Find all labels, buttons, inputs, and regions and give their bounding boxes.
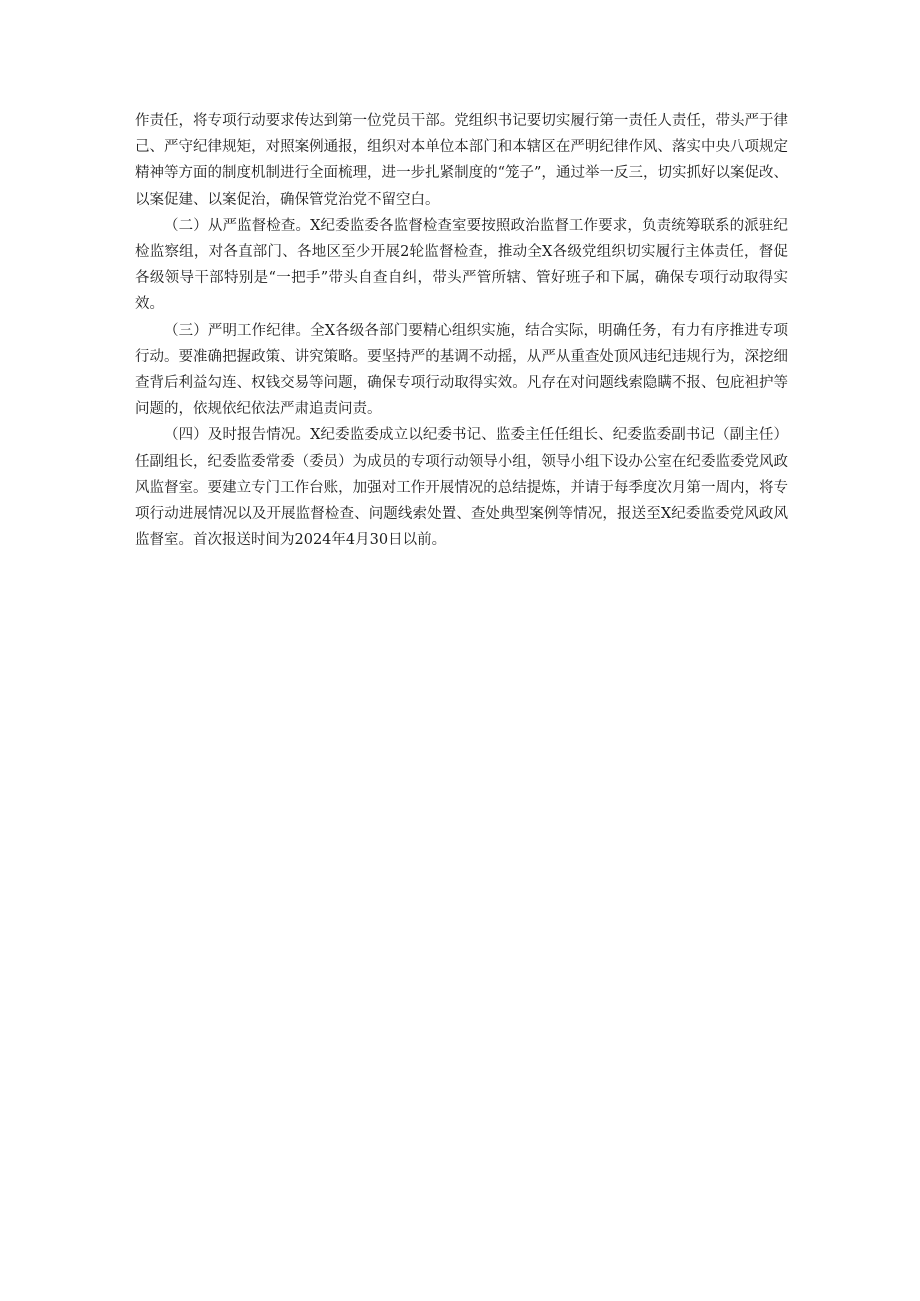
paragraph-work-discipline: （三）严明工作纪律。全X各级各部门要精心组织实施，结合实际，明确任务，有力有序推进专项行动。要准确把握政策、讲究策略。要坚持严的基调不动摇，从严从重查处顶风违纪违规行为，深挖细查背后利益勾连、权钱交易等问题，确保专项行动取得实效。凡存在对问题线索隐瞒不报、包庇袒护等问题的，依规依纪依法严肃追责问责。 xyxy=(135,322,788,418)
paragraph-strict-supervision: （二）从严监督检查。X纪委监委各监督检查室要按照政治监督工作要求，负责统筹联系的派驻纪检监察组，对各直部门、各地区至少开展2轮监督检查，推动全X各级党组织切实履行主体责任，督促各级领导干部特别是“一把手”带头自查自纠，带头严管所辖、管好班子和下属，确保专项行动取得实效。 xyxy=(135,217,788,313)
document-body xyxy=(135,108,788,553)
paragraph-timely-report: （四）及时报告情况。X纪委监委成立以纪委书记、监委主任任组长、纪委监委副书记（副主任）任副组长，纪委监委常委（委员）为成员的专项行动领导小组，领导小组下设办公室在纪委监委党风政风监督室。要建立专门工作台账，加强对工作开展情况的总结提炼，并请于每季度次月第一周内，将专项行动进展情况以及开展监督检查、问题线索处置、查处典型案例等情况，报送至X纪委监委党风政风监督室。首次报送时间为2024年4月30日以前。 xyxy=(135,427,788,549)
paragraph-continued: 作责任，将专项行动要求传达到第一位党员干部。党组织书记要切实履行第一责任人责任，带头严于律己、严守纪律规矩，对照案例通报，组织对本单位本部门和本辖区在严明纪律作风、落实中央八项规定精神等方面的制度机制进行全面梳理，进一步扎紧制度的“笼子”，通过举一反三，切实抓好以案促改、以案促建、以案促治，确保管党治党不留空白。 xyxy=(135,113,788,208)
